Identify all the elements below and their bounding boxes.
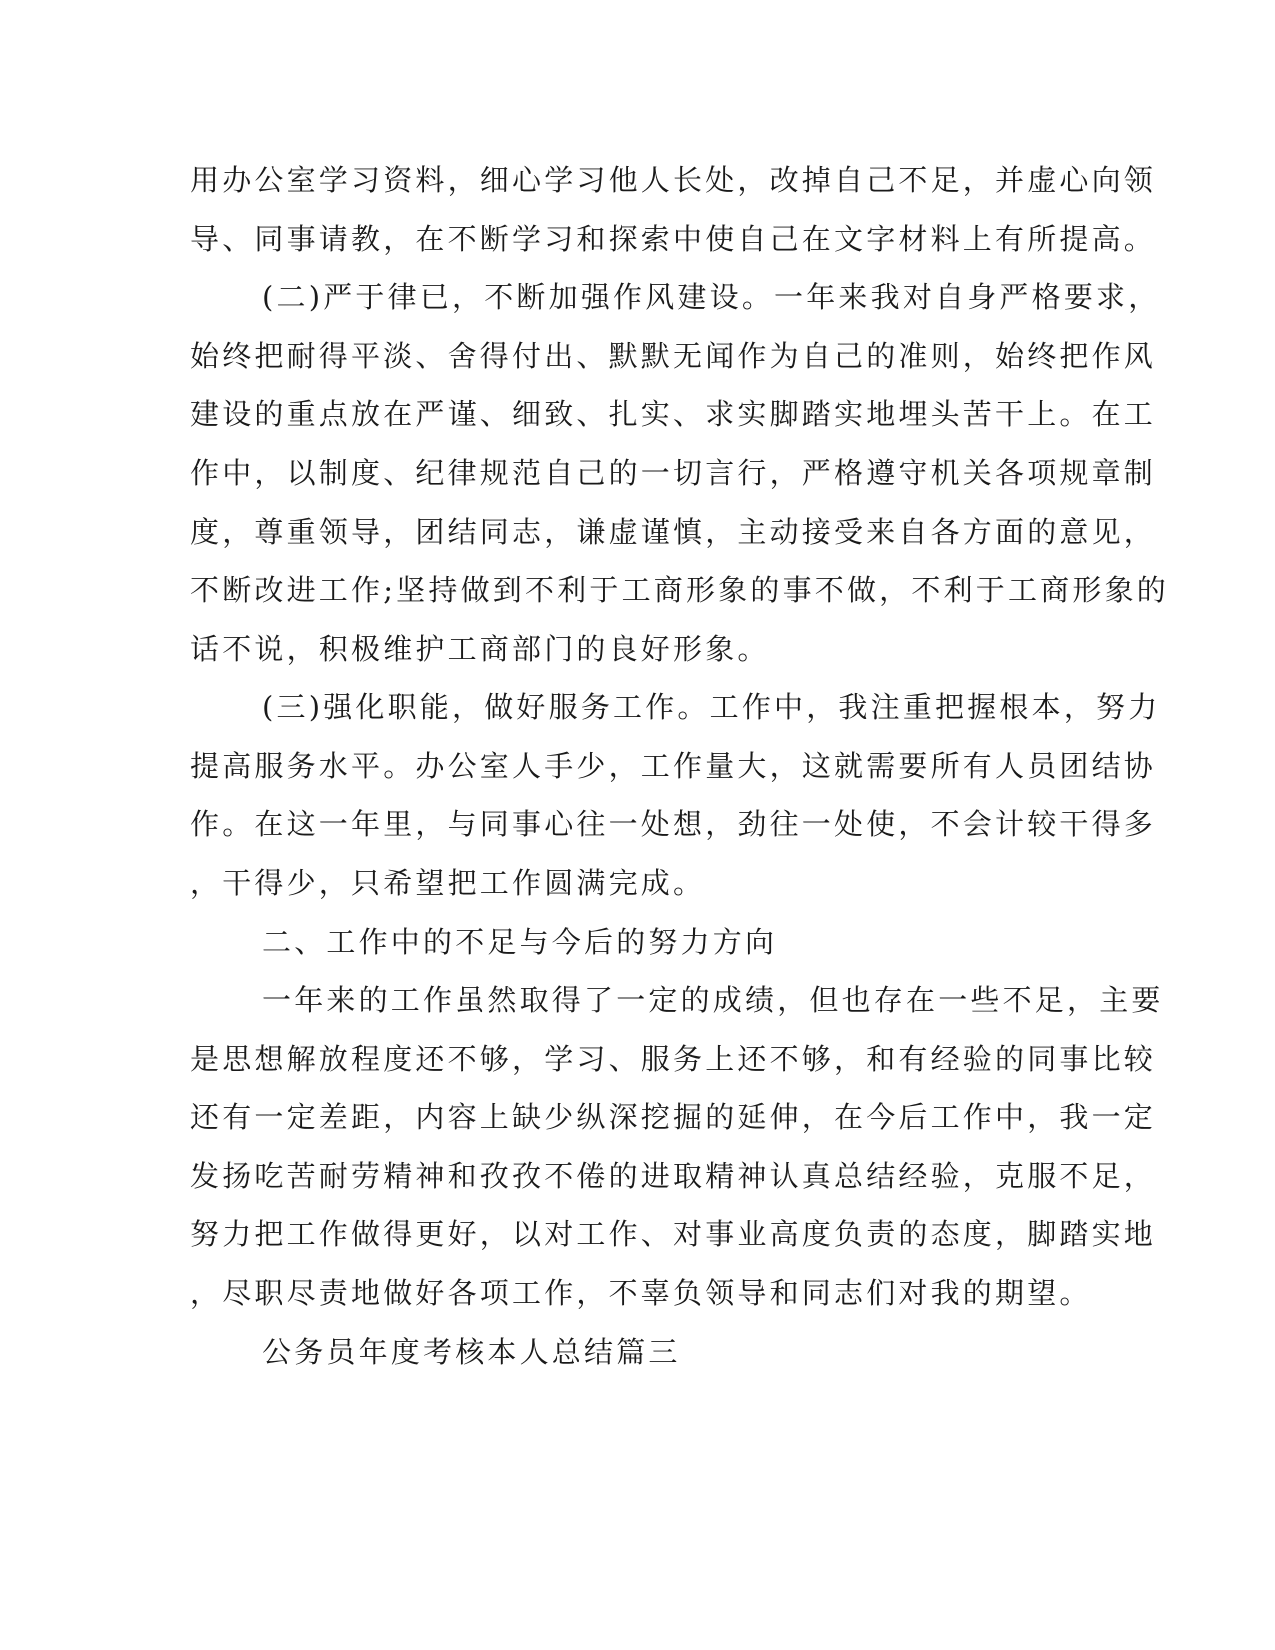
- text-line: 始终把耐得平淡、舍得付出、默默无闻作为自己的准则，始终把作风: [190, 339, 1157, 373]
- text-line: 是思想解放程度还不够，学习、服务上还不够，和有经验的同事比较: [190, 1042, 1157, 1076]
- text-line: 发扬吃苦耐劳精神和孜孜不倦的进取精神认真总结经验，克服不足，: [190, 1159, 1157, 1193]
- text-line: 还有一定差距，内容上缺少纵深挖掘的延伸，在今后工作中，我一定: [190, 1100, 1157, 1134]
- text-line: ，干得少，只希望把工作圆满完成。: [190, 866, 706, 900]
- document-title: 公务员年度考核本人总结篇三: [262, 1335, 681, 1369]
- text-line: 建设的重点放在严谨、细致、扎实、求实脚踏实地埋头苦干上。在工: [190, 397, 1157, 431]
- text-line: 不断改进工作;坚持做到不利于工商形象的事不做，不利于工商形象的: [190, 573, 1169, 607]
- text-line: 作中，以制度、纪律规范自己的一切言行，严格遵守机关各项规章制: [190, 456, 1157, 490]
- text-line: 一年来的工作虽然取得了一定的成绩，但也存在一些不足，主要: [262, 983, 1164, 1017]
- text-line: 度，尊重领导，团结同志，谦虚谨慎，主动接受来自各方面的意见，: [190, 515, 1157, 549]
- text-line: 导、同事请教，在不断学习和探索中使自己在文字材料上有所提高。: [190, 222, 1157, 256]
- text-line: 话不说，积极维护工商部门的良好形象。: [190, 632, 770, 666]
- text-line: 提高服务水平。办公室人手少，工作量大，这就需要所有人员团结协: [190, 749, 1157, 783]
- paragraph-heading-two: (二)严于律已，不断加强作风建设。一年来我对自身严格要求，: [262, 280, 1161, 314]
- text-line: 作。在这一年里，与同事心往一处想，劲往一处使，不会计较干得多: [190, 807, 1157, 841]
- section-heading: 二、工作中的不足与今后的努力方向: [262, 925, 778, 959]
- text-line: 用办公室学习资料，细心学习他人长处，改掉自己不足，并虚心向领: [190, 163, 1157, 197]
- text-line: 努力把工作做得更好，以对工作、对事业高度负责的态度，脚踏实地: [190, 1217, 1157, 1251]
- paragraph-heading-three: (三)强化职能，做好服务工作。工作中，我注重把握根本，努力: [262, 690, 1161, 724]
- text-line: ，尽职尽责地做好各项工作，不辜负领导和同志们对我的期望。: [190, 1276, 1092, 1310]
